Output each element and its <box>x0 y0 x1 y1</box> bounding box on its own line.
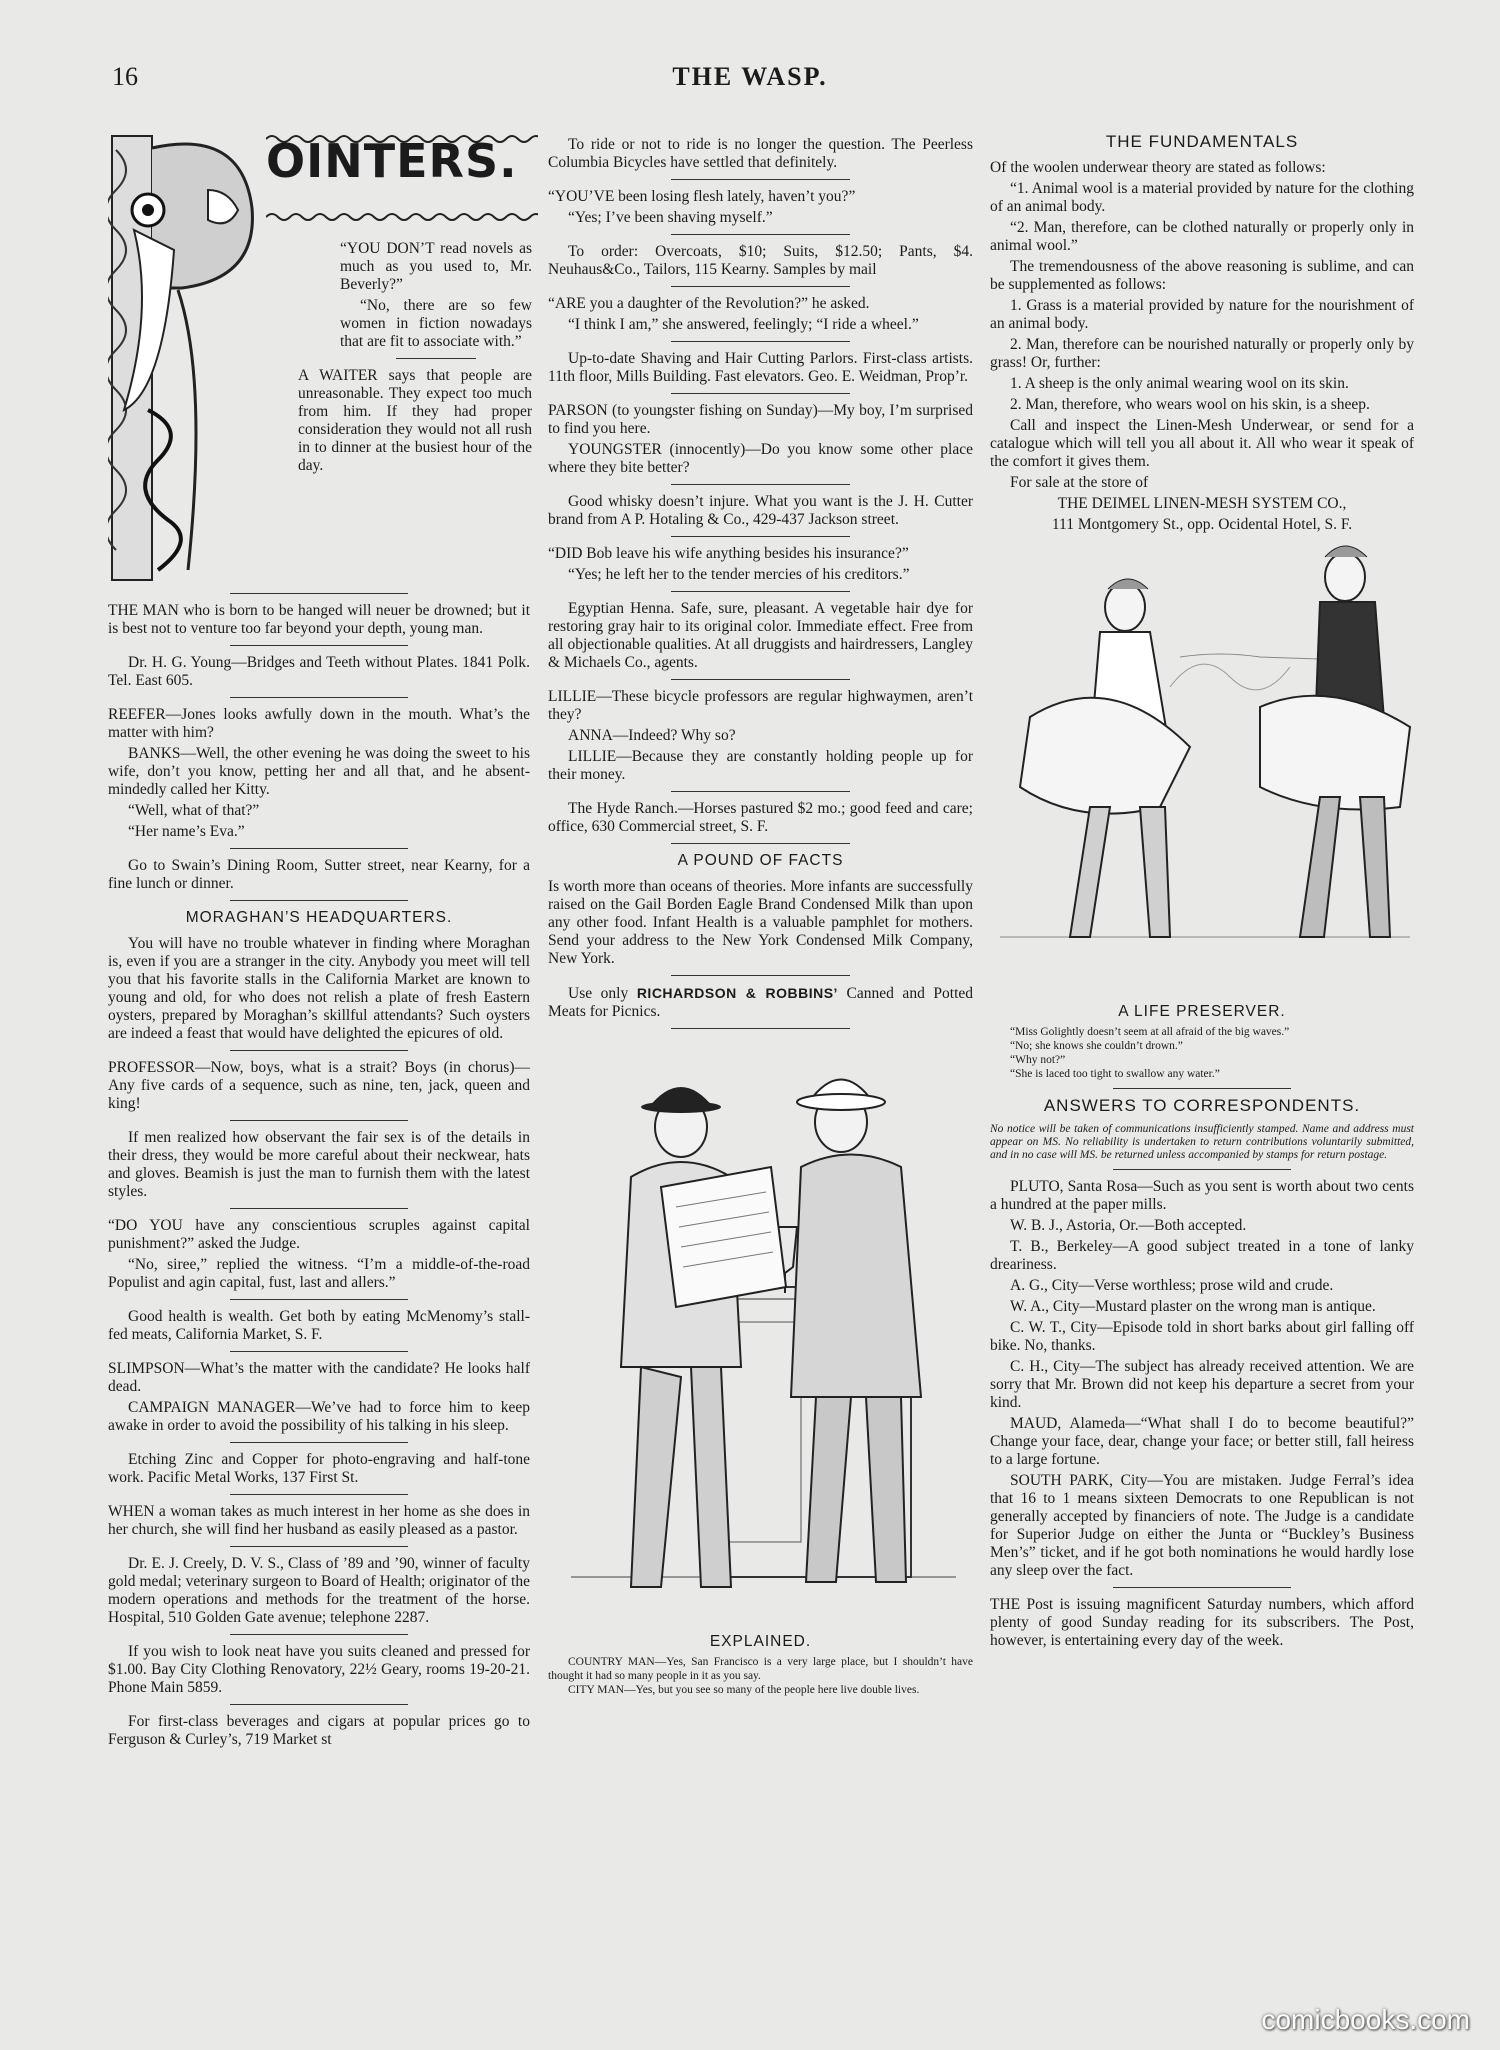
ad-weidman: Up-to-date Shaving and Hair Cutting Parlors. First-class artists. 11th floor, Mills Building. Fast elevators. Geo. E. Weidman, Prop’r. <box>548 350 973 385</box>
lillie-line-1: LILLIE—These bicycle professors are regular highwaymen, aren’t they? <box>548 688 973 723</box>
moraghan-heading: MORAGHAN’S HEADQUARTERS. <box>185 909 453 926</box>
pound-of-facts-text: Is worth more than oceans of theories. More infants are successfully raised on the Gail Borden Eagle Brand Condensed Milk than upon any other food. Infant Health is a valuable pamphlet for mothers. Send your address to the New York Condensed Milk Company, New York. <box>548 878 973 967</box>
explained-caption <box>548 1655 973 1697</box>
fundamentals-2: “2. Man, therefore, can be clothed naturally or properly only in animal wool.” <box>990 219 1414 254</box>
fundamentals-3: The tremendousness of the above reasoning is sublime, and can be supplemented as follows: <box>990 258 1414 293</box>
answer-ch: C. H., City—The subject has already received attention. We are sorry that Mr. Brown did not keep his departure a secret from your kind. <box>990 1358 1414 1411</box>
life-line-2: “No; she knows she couldn’t drown.” <box>1010 1040 1183 1052</box>
scruples-line-2: “No, siree,” replied the witness. “I’m a middle-of-the-road Populist and agin capital, fust, last and allers.” <box>108 1256 530 1291</box>
reefer-line-4: “Her name’s Eva.” <box>128 823 245 840</box>
fundamentals-9: For sale at the store of <box>1010 474 1149 491</box>
ad-beamish: If men realized how observant the fair sex is of the details in their dress, they would be more careful about their neckwear, hats and gloves. Beamish is just the man to furnish them with the latest styles. <box>108 1129 530 1200</box>
scruples-line-1: “DO YOU have any conscientious scruples against capital punishment?” asked the Judge. <box>108 1217 530 1252</box>
divider <box>230 1546 407 1547</box>
divider <box>1113 1169 1291 1170</box>
divider <box>230 848 407 849</box>
fundamentals-6: 1. A sheep is the only animal wearing wool on its skin. <box>1010 375 1349 392</box>
life-preserver-caption <box>990 1025 1414 1081</box>
column-3 <box>990 133 1414 1653</box>
life-line-4: “She is laced too tight to swallow any water.” <box>1010 1068 1220 1080</box>
answers-notice: No notice will be taken of communications insufficiently stamped. Name and address must appear on MS. No reliability is undertaken to return contributions voluntarily submitted, and in no case will MS. be returned unless accompanied by stamps for return postage. <box>990 1123 1414 1161</box>
life-preserver-illustration <box>990 537 1414 997</box>
fundamentals-4: 1. Grass is a material provided by nature for the nourishment of an animal body. <box>990 297 1414 332</box>
fundamentals-intro: Of the woolen underwear theory are stated as follows: <box>990 159 1326 176</box>
richardson-post: Canned and Potted Meats for Picnics. <box>548 985 973 1020</box>
divider <box>230 1351 407 1352</box>
ad-bay-city: If you wish to look neat have you suits cleaned and pressed for $1.00. Bay City Clothing Renovatory, 22½ Geary, rooms 19-20-21. Phone Main 5859. <box>108 1643 530 1696</box>
lillie-line-2: ANNA—Indeed? Why so? <box>568 727 736 744</box>
flesh-joke-line-1: “YOU’VE been losing flesh lately, haven’t you?” <box>548 188 856 205</box>
revolution-line-2: “I think I am,” she answered, feelingly; “I ride a wheel.” <box>568 316 919 333</box>
divider <box>230 645 407 646</box>
ad-dr-young: Dr. H. G. Young—Bridges and Teeth without Plates. 1841 Polk. Tel. East 605. <box>108 654 530 689</box>
divider <box>230 1442 407 1443</box>
answer-tb: T. B., Berkeley—A good subject treated in a tone of lanky dreariness. <box>990 1238 1414 1273</box>
ad-columbia-bicycles: To ride or not to ride is no longer the question. The Peerless Columbia Bicycles have settled that definitely. <box>548 136 973 171</box>
deimel-company: THE DEIMEL LINEN-MESH SYSTEM CO., <box>1057 495 1347 512</box>
watermark: comicbooks.com <box>1261 2004 1470 2035</box>
ad-pacific-metal: Etching Zinc and Copper for photo-engraving and half-tone work. Pacific Metal Works, 137 First St. <box>108 1451 530 1486</box>
flesh-joke-line-2: “Yes; I’ve been shaving myself.” <box>568 209 773 226</box>
divider <box>230 900 407 901</box>
life-line-1: “Miss Golightly doesn’t seem at all afraid of the big waves.” <box>1010 1026 1290 1038</box>
bob-joke-line-2: “Yes; he left her to the tender mercies of his creditors.” <box>568 566 910 583</box>
fundamentals-heading: THE FUNDAMENTALS <box>1105 132 1299 151</box>
deimel-address: 111 Montgomery St., opp. Ocidental Hotel, S. F. <box>1051 516 1353 533</box>
explained-line-2: CITY MAN—Yes, but you see so many of the people here live double lives. <box>568 1684 920 1696</box>
explained-line-1: COUNTRY MAN—Yes, San Francisco is a very large place, but I shouldn’t have thought it had so many people in it as you say. <box>548 1656 973 1682</box>
divider <box>230 697 407 698</box>
answer-ag: A. G., City—Verse worthless; prose wild and crude. <box>1010 1277 1334 1294</box>
pointers-intro-text <box>298 240 532 478</box>
post-paragraph: THE Post is issuing magnificent Saturday numbers, which afford plenty of good Sunday reading for its subscribers. The Post, however, is entertaining every day of the week. <box>990 1596 1414 1649</box>
divider <box>230 1120 407 1121</box>
divider <box>671 975 850 976</box>
explained-illustration <box>561 1037 961 1627</box>
slimpson-line-2: CAMPAIGN MANAGER—We’ve had to force him to keep awake in order to avoid the possibility of his talking in his sleep. <box>108 1399 530 1434</box>
decorative-border-bottom <box>266 212 538 222</box>
divider <box>671 679 850 680</box>
man-hanged-paragraph: THE MAN who is born to be hanged will neuer be drowned; but it is best not to venture too far beyond your depth, young man. <box>108 602 530 637</box>
ad-mcmenomy: Good health is wealth. Get both by eating McMenomy’s stall-fed meats, California Market, S. F. <box>108 1308 530 1343</box>
answer-wa: W. A., City—Mustard plaster on the wrong man is antique. <box>1010 1298 1376 1315</box>
reefer-line-3: “Well, what of that?” <box>128 802 260 819</box>
divider <box>230 1208 407 1209</box>
divider <box>671 286 850 287</box>
divider <box>671 179 850 180</box>
novels-joke-line-1: “YOU DON’T read novels as much as you used to, Mr. Beverly?” <box>340 240 532 293</box>
ad-dr-creely: Dr. E. J. Creely, D. V. S., Class of ’89 and ’90, winner of faculty gold medal; veterinary surgeon to Board of Health; originator of the modern operations and methods for the treatment of the horse. Hospital, 510 Golden Gate avenue; telephone 2287. <box>108 1555 530 1626</box>
divider <box>671 791 850 792</box>
column-1 <box>108 130 530 1752</box>
pound-of-facts-heading: A POUND OF FACTS <box>677 852 844 869</box>
waiter-paragraph: A WAITER says that people are unreasonable. They expect too much from him. If they had proper consideration they would not all rush in to dinner at the busiest hour of the day. <box>298 367 532 474</box>
richardson-pre: Use only <box>568 985 629 1002</box>
ad-ferguson: For first-class beverages and cigars at popular prices go to Ferguson & Curley’s, 719 Market st <box>108 1713 530 1748</box>
divider <box>230 1704 407 1705</box>
divider <box>230 1050 407 1051</box>
divider <box>671 591 850 592</box>
divider <box>671 843 850 844</box>
divider <box>1113 1587 1291 1588</box>
answer-cwt: C. W. T., City—Episode told in short barks about girl falling off bike. No, thanks. <box>990 1319 1414 1354</box>
parson-line-1: PARSON (to youngster fishing on Sunday)—My boy, I’m surprised to find you here. <box>548 402 973 437</box>
ad-richardson-robbins <box>548 984 973 1021</box>
bob-joke-line-1: “DID Bob leave his wife anything besides his insurance?” <box>548 545 909 562</box>
ad-cutter-whisky: Good whisky doesn’t injure. What you want is the J. H. Cutter brand from A P. Hotaling & Co., 429-437 Jackson street. <box>548 493 973 528</box>
parson-line-2: YOUNGSTER (innocently)—Do you know some other place where they bite better? <box>548 441 973 476</box>
divider <box>230 1634 407 1635</box>
masthead-title: THE WASP. <box>672 62 828 91</box>
moraghan-text: You will have no trouble whatever in finding where Moraghan is, even if you are a stranger in the city. Anybody you meet will tell you that his favorite stalls in the California Market are known to young and old, for who does not relish a plate of fresh Eastern oysters, prepared by Moraghan’s skillful attendants? Such oysters are indeed a feast that would have delighted the epicures of old. <box>108 935 530 1042</box>
ad-hyde-ranch: The Hyde Ranch.—Horses pastured $2 mo.; good feed and care; office, 630 Commercial street, S. F. <box>548 800 973 835</box>
explained-caption-title: EXPLAINED. <box>709 1633 812 1650</box>
column-2 <box>548 136 973 1697</box>
ad-egyptian-henna: Egyptian Henna. Safe, sure, pleasant. A vegetable hair dye for restoring gray hair to its original color. Immediate effect. Free from all objectionable qualities. At all druggists and hairdressers, Langley & Michaels Co., agents. <box>548 600 973 671</box>
divider <box>1113 1088 1291 1089</box>
answers-heading: ANSWERS TO CORRESPONDENTS. <box>1043 1096 1361 1115</box>
divider <box>230 593 407 594</box>
richardson-brand: RICHARDSON & ROBBINS’ <box>636 985 838 1001</box>
life-preserver-title: A LIFE PRESERVER. <box>1118 1003 1286 1020</box>
page-number: 16 <box>112 62 138 91</box>
fundamentals-5: 2. Man, therefore can be nourished naturally or properly only by grass! Or, further: <box>990 336 1414 371</box>
fundamentals-7: 2. Man, therefore, who wears wool on his skin, is a sheep. <box>1010 396 1370 413</box>
answer-pluto: PLUTO, Santa Rosa—Such as you sent is worth about two cents a hundred at the paper mills. <box>990 1178 1414 1213</box>
divider <box>671 341 850 342</box>
answer-south-park: SOUTH PARK, City—You are mistaken. Judge Ferral’s idea that 16 to 1 means sixteen Democrats to one Republican is not generally accepted by financiers of note. The Judge is a candidate for Superior Judge on either the Junta or “Buckley’s Business Men’s” ticket, and if he got both nominations he would hardly lose any sleep over the fact. <box>990 1472 1414 1579</box>
divider <box>671 393 850 394</box>
divider <box>671 536 850 537</box>
professor-joke: PROFESSOR—Now, boys, what is a strait? Boys (in chorus)—Any five cards of a sequence, such as nine, ten, jack, queen and king! <box>108 1059 530 1112</box>
slimpson-line-1: SLIMPSON—What’s the matter with the candidate? He looks half dead. <box>108 1360 530 1395</box>
answer-maud: MAUD, Alameda—“What shall I do to become beautiful?” Change your face, dear, change your face; or better still, fall heiress to a large fortune. <box>990 1415 1414 1468</box>
novels-joke-line-2: “No, there are so few women in fiction nowadays that are fit to associate with.” <box>340 297 532 350</box>
when-woman-paragraph: WHEN a woman takes as much interest in her home as she does in her church, she will find her husband as easily pleased as a pastor. <box>108 1503 530 1538</box>
answer-wbj: W. B. J., Astoria, Or.—Both accepted. <box>1010 1217 1247 1234</box>
divider <box>230 1299 407 1300</box>
lillie-line-3: LILLIE—Because they are constantly holding people up for their money. <box>548 748 973 783</box>
ornamental-p-illustration <box>108 130 260 586</box>
reefer-line-2: BANKS—Well, the other evening he was doing the sweet to his wife, don’t you know, petting her and all that, and he absent-mindedly called her Kitty. <box>108 745 530 798</box>
divider <box>671 484 850 485</box>
divider <box>671 234 850 235</box>
fundamentals-1: “1. Animal wool is a material provided by nature for the clothing of an animal body. <box>990 180 1414 215</box>
ad-neuhaus: To order: Overcoats, $10; Suits, $12.50; Pants, $4. Neuhaus&Co., Tailors, 115 Kearny. Samples by mail <box>548 243 973 278</box>
life-line-3: “Why not?” <box>1010 1054 1066 1066</box>
revolution-line-1: “ARE you a daughter of the Revolution?” he asked. <box>548 295 870 312</box>
ad-swain: Go to Swain’s Dining Room, Sutter street, near Kearny, for a fine lunch or dinner. <box>108 857 530 892</box>
divider <box>671 1028 850 1029</box>
reefer-line-1: REEFER—Jones looks awfully down in the mouth. What’s the matter with him? <box>108 706 530 741</box>
fundamentals-8: Call and inspect the Linen-Mesh Underwear, or send for a catalogue which will tell you all about it. All who wear it speak of the comfort it gives them. <box>990 417 1414 470</box>
pointers-title: OINTERS. <box>266 134 518 188</box>
divider <box>396 358 477 359</box>
pointers-heading <box>108 130 530 586</box>
divider <box>230 1494 407 1495</box>
